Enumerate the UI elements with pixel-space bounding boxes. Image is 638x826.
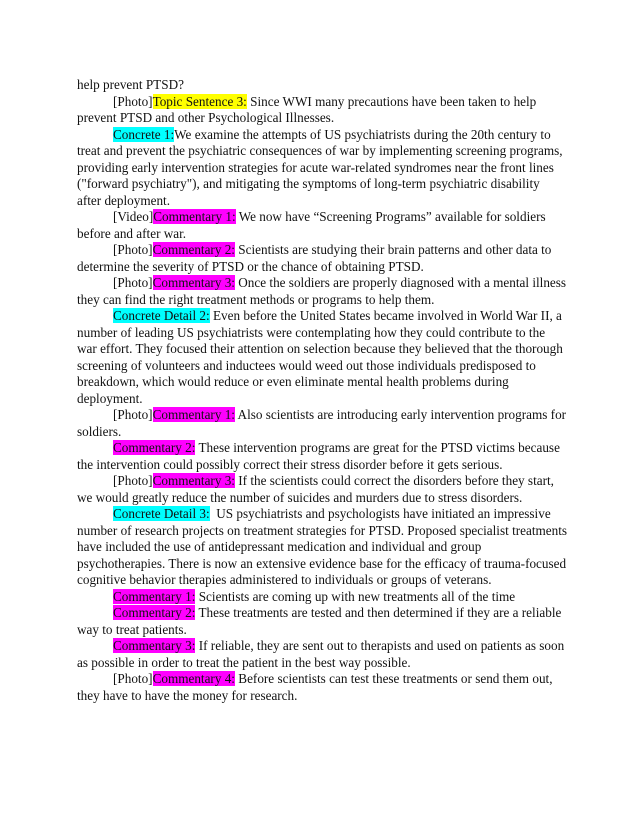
text-run: Once the soldiers are properly diagnosed with a mental illness they can find the right treatment methods or programs to help them. (77, 275, 567, 307)
paragraph (77, 242, 567, 275)
text-run: Since WWI many precautions have been taken to help prevent PTSD and other Psychological Illnesses. (77, 93, 537, 125)
text-run: Also scientists are introducing early intervention programs for soldiers. (77, 407, 567, 439)
text-run: Before scientists can test these treatments or send them out, they have to have the money for research. (77, 671, 553, 703)
paragraph (77, 473, 567, 506)
document-body (77, 77, 571, 704)
paragraph (77, 407, 567, 440)
commentary-label: Commentary 3: (152, 473, 235, 488)
text-run: Even before the United States became involved in World War II, a number of leading US psychiatrists were contemplating how they could contribute to the war effort. They focused their attention on selection because they believed that the thorough screening of volunteers and inductees would weed out those individuals predisposed to breakdown, which would reduce or even eliminate mental health problems during deployment. (77, 308, 563, 406)
text-run: [Video] (113, 209, 154, 224)
text-run: Scientists are coming up with new treatments all of the time (195, 588, 516, 604)
text-run: Scientists are studying their brain patterns and other data to determine the severity of PTSD or the chance of obtaining PTSD. (77, 242, 552, 274)
paragraph (77, 506, 571, 589)
text-run: [Photo] (113, 242, 153, 257)
paragraph (77, 605, 567, 638)
concrete-detail-label: Concrete 1: (113, 126, 175, 142)
paragraph (77, 440, 567, 473)
commentary-label: Commentary 2: (152, 242, 235, 257)
commentary-label: Commentary 1: (113, 588, 196, 604)
commentary-label: Commentary 3: (113, 638, 196, 653)
paragraph (77, 209, 567, 242)
text-run: [Photo] (113, 407, 153, 422)
text-run: We examine the attempts of US psychiatrists during the 20th century to treat and prevent the psychiatric consequences of war by implementing screening programs, providing early intervention strategies for acute war-related syndromes near the front lines ("forward psychiatry"), and mitigating the symptoms of long-term psychiatric disability after deployment. (77, 126, 563, 208)
paragraph (77, 94, 567, 127)
text-run: US psychiatrists and psychologists have initiated an impressive number of research projects on treatment strategies for PTSD. Proposed specialist treatments have included the use of antidepressant medication and individual and group psychotherapies. There is now an extensive evidence base for the efficacy of trauma-focused cognitive behavior therapies administered to individuals or groups of veterans. (77, 506, 571, 587)
text-run: [Photo] (113, 473, 153, 488)
text-run: These treatments are tested and then determined if they are a reliable way to treat patients. (77, 605, 562, 637)
commentary-label: Commentary 1: (152, 407, 235, 422)
concrete-detail-label: Concrete Detail 3: (113, 506, 210, 521)
paragraph (77, 308, 567, 407)
commentary-label: Commentary 1: (153, 209, 236, 224)
text-run: If the scientists could correct the disorders before they start, we would greatly reduce the number of suicides and murders due to stress disorders. (77, 473, 554, 505)
topic-sentence-label: Topic Sentence 3: (152, 93, 247, 109)
commentary-label: Commentary 3: (152, 275, 235, 290)
concrete-detail-label: Concrete Detail 2: (113, 308, 210, 323)
text-run: [Photo] (113, 275, 153, 290)
text-run: We now have “Screening Programs” available for soldiers before and after war. (77, 209, 546, 241)
paragraph (77, 589, 567, 606)
text-run: If reliable, they are sent out to therapists and used on patients as soon as possible in order to treat the patient in the best way possible. (77, 638, 565, 670)
paragraph (77, 671, 567, 704)
commentary-label: Commentary 4: (152, 671, 235, 686)
text-run: [Photo] (113, 93, 153, 109)
text-run: help prevent PTSD? (77, 77, 184, 92)
paragraph (77, 77, 567, 94)
text-run: These intervention programs are great for the PTSD victims because the intervention could possibly correct their stress disorder before it gets serious. (77, 440, 560, 472)
paragraph (77, 127, 567, 210)
commentary-label: Commentary 2: (113, 605, 196, 620)
paragraph (77, 638, 567, 671)
commentary-label: Commentary 2: (113, 440, 196, 455)
paragraph (77, 275, 567, 308)
text-run: [Photo] (113, 671, 153, 686)
